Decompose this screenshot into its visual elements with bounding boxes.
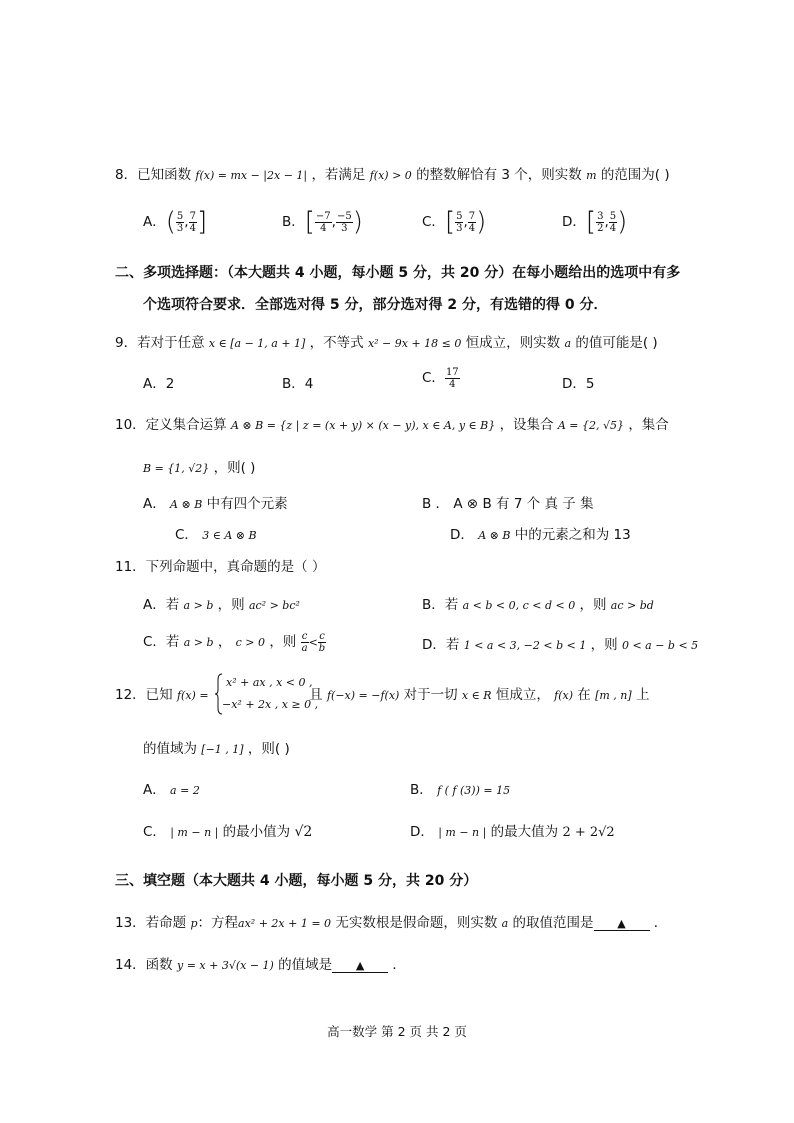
q10-set-b: B = {1, √2} <box>143 462 210 475</box>
fraction: $\frac{5}{3}$ <box>456 210 463 234</box>
section-3-title: 三、填空题（本大题共 4 小题，每小题 5 分，共 20 分） <box>115 873 478 889</box>
q13-text: ． <box>653 915 668 931</box>
bracket: ] <box>196 207 208 237</box>
q10-set-a: A = {2, √5} <box>557 419 625 432</box>
q8-text: 的整数解恰有 3 个，则实数 <box>416 167 582 183</box>
q12-value: 2 + 2√2 <box>562 825 615 840</box>
q10-text: ，集合 <box>628 417 669 433</box>
q9-range: x ∈ [a − 1, a + 1] <box>208 337 306 350</box>
q13-equation: ax² + 2x + 1 = 0 <box>238 917 332 930</box>
option-label: D．若 <box>422 637 460 653</box>
q11-math: a > b <box>183 636 214 649</box>
q9-text: 恒成立，则实数 <box>465 335 561 351</box>
q12-text: 的最大值为 <box>490 824 559 840</box>
q10-option-a <box>143 492 288 512</box>
q12-math: a = 2 <box>170 784 200 797</box>
q12-math: f ( f (3)) = 15 <box>437 784 511 797</box>
piecewise-brace <box>214 672 224 720</box>
question-11-stem: 11．下列命题中，真命题的是（ ） <box>115 559 326 575</box>
q9-option-b: B．4 <box>282 376 314 392</box>
fraction: $\frac{5}{4}$ <box>609 210 617 234</box>
q12-math: | m − n | <box>438 826 487 839</box>
q10-text: ，设集合 <box>499 417 554 433</box>
option-label: C． <box>175 527 198 543</box>
bracket: ( <box>165 207 176 237</box>
q8-text: ，若满足 <box>311 167 366 183</box>
q11-math: 0 < a − b < 5 <box>621 639 699 652</box>
q10-definition: A ⊗ B = {z | z = (x + y) × (x − y), x ∈ A, y ∈ B} <box>230 419 496 432</box>
bracket: [ <box>304 207 315 237</box>
section-2-title: 二、多项选择题：（本大题共 4 小题，每小题 5 分，共 20 分）在每小题给出的选项中有多 <box>115 265 681 281</box>
q10-text: 10．定义集合运算 <box>115 417 227 433</box>
section-2-instructions: 个选项符合要求．全部选对得 5 分，部分选对得 2 分，有选错的得 0 分． <box>143 297 608 313</box>
q10-text: ，则( ) <box>213 460 256 476</box>
q8-option-c: C．[ $\frac{5}{3}$ , $\frac{7}{4}$ ) <box>422 207 487 237</box>
option-label: D． <box>562 214 586 230</box>
q10-text: 中的元素之和为 13 <box>514 527 631 543</box>
q12-text: 对于一切 <box>403 687 458 703</box>
q9-option-c <box>422 366 460 390</box>
q12-text: 的值域为 <box>143 741 197 757</box>
fraction: $\frac{3}{2}$ <box>597 210 604 234</box>
option-label: D． <box>450 527 474 543</box>
q11-math: ac > bd <box>610 599 654 612</box>
q12-function: f(x) <box>554 689 573 702</box>
q9-option-d: D．5 <box>562 376 595 392</box>
q8-text: 的范围为( ) <box>600 167 670 183</box>
q13-text: 的取值范围是 <box>512 915 594 931</box>
q11-option-a <box>143 593 300 613</box>
q13-variable: a <box>501 917 509 930</box>
q12-option-d <box>410 820 615 840</box>
fraction: $\frac{-7}{4}$ <box>315 210 331 234</box>
q11-math: c > 0 <box>235 636 266 649</box>
q14-text: 的值域是 <box>278 957 333 973</box>
q12-function: f(x) = <box>176 689 209 702</box>
option-label: C． <box>422 370 445 386</box>
q12-text: 恒成立， <box>495 687 550 703</box>
q8-option-a: A．( $\frac{5}{3}$ , $\frac{7}{4}$ ] <box>143 207 208 237</box>
option-label: A．若 <box>143 597 180 613</box>
q9-variable: a <box>564 337 572 350</box>
q11-math: a < b < 0, c < d < 0 <box>462 599 576 612</box>
q12-option-a <box>143 778 200 798</box>
q9-option-a: A．2 <box>143 376 175 392</box>
option-label: C．若 <box>143 634 180 650</box>
q12-value: √2 <box>294 824 313 840</box>
q10-math: A ⊗ B <box>170 498 203 511</box>
option-label: A． <box>143 782 166 798</box>
option-label: B． <box>282 214 305 230</box>
question-12-stem <box>115 683 649 703</box>
answer-blank[interactable]: ▲ <box>332 959 388 973</box>
q14-text: ． <box>392 957 406 973</box>
q8-variable: m <box>586 169 597 182</box>
q12-option-b <box>410 778 510 798</box>
fraction: $\frac{7}{4}$ <box>189 210 196 234</box>
question-12-stem-line2 <box>143 737 290 757</box>
q11-text: ，则 <box>217 597 245 613</box>
option-label: C． <box>143 824 166 840</box>
q13-text: 13．若命题 <box>115 915 187 931</box>
question-10-stem <box>115 413 669 433</box>
q8-condition: f(x) > 0 <box>369 169 412 182</box>
q10-option-b: B ． A ⊗ B 有 7 个 真 子 集 <box>422 496 594 512</box>
bracket: ) <box>617 207 628 237</box>
question-14-stem <box>115 953 406 973</box>
q10-text: 中有四个元素 <box>206 496 288 512</box>
fraction: $\frac{7}{4}$ <box>468 210 476 234</box>
question-8-stem <box>115 163 670 183</box>
bracket: [ <box>585 207 597 237</box>
q11-text: ，则 <box>579 597 607 613</box>
answer-blank[interactable]: ▲ <box>594 917 650 931</box>
q13-text: 无实数根是假命题，则实数 <box>335 915 498 931</box>
q9-text: 的值可能是( ) <box>575 335 658 351</box>
option-label: B．若 <box>422 597 459 613</box>
option-label: C． <box>422 214 445 230</box>
q9-text: ，不等式 <box>309 335 364 351</box>
q11-option-c: C．若 a > b ， c > 0 ，则 $\frac{c}{a}$ < $\frac{c}{b}$ <box>143 630 326 654</box>
q12-text: 且 <box>309 687 323 703</box>
question-9-stem <box>115 331 658 351</box>
q11-option-d <box>422 633 698 653</box>
q8-option-b: B．[ $\frac{-7}{4}$ , $\frac{-5}{3}$ ) <box>282 207 363 237</box>
fraction: $\frac{-5}{3}$ <box>336 210 352 234</box>
q11-math: a > b <box>183 599 214 612</box>
fraction: $\frac{5}{3}$ <box>176 210 184 234</box>
option-label: D． <box>410 824 434 840</box>
q12-text: 在 <box>577 687 591 703</box>
piecewise-case-2: −x² + 2x , x ≥ 0 , <box>222 698 319 711</box>
bracket: ) <box>476 207 487 237</box>
piecewise-case-1: x² + ax , x < 0 , <box>226 676 313 689</box>
q11-option-b <box>422 593 654 613</box>
q10-option-c <box>175 523 257 543</box>
question-10-stem-line2 <box>143 456 255 476</box>
q8-function: f(x) = mx − |2x − 1| <box>195 169 308 182</box>
bracket: [ <box>444 207 456 237</box>
q12-odd-condition: f(−x) = −f(x) <box>326 689 400 702</box>
page-footer: 高一数学 第 2 页 共 2 页 <box>327 1024 467 1039</box>
q9-text: 9．若对于任意 <box>115 335 205 351</box>
option-label: B． <box>410 782 433 798</box>
q8-text: 8．已知函数 <box>115 167 192 183</box>
option-label: A． <box>143 496 166 512</box>
q14-text: 14．函数 <box>115 957 173 973</box>
q9-inequality: x² − 9x + 18 ≤ 0 <box>367 337 462 350</box>
q10-math: 3 ∈ A ⊗ B <box>202 529 257 542</box>
q14-function: y = x + 3√(x − 1) <box>176 959 274 972</box>
q12-range: [−1 , 1] <box>201 743 244 756</box>
c-over-b-fraction: $\frac{c}{b}$ <box>318 630 326 654</box>
q13-text: ：方程 <box>197 915 239 931</box>
q13-variable: p <box>190 917 198 930</box>
question-13-stem <box>115 911 667 931</box>
q12-text: ，则( ) <box>247 741 290 757</box>
q11-text: ， <box>217 634 232 650</box>
q12-domain: x ∈ R <box>461 689 492 702</box>
fraction: $\frac{17}{4}$ <box>445 366 459 390</box>
option-label: A． <box>143 214 166 230</box>
q11-math: ac² > bc² <box>248 599 300 612</box>
q11-math: 1 < a < 3, −2 < b < 1 <box>463 639 587 652</box>
q10-option-d <box>450 523 631 543</box>
q12-text: 的最小值为 <box>222 824 291 840</box>
q12-interval: [m , n] <box>595 689 632 702</box>
q11-text: ，则 <box>269 634 297 650</box>
q12-text: 上 <box>635 687 650 703</box>
bracket: ) <box>352 207 363 237</box>
q12-math: | m − n | <box>170 826 219 839</box>
c-over-a-fraction: $\frac{c}{a}$ <box>301 630 308 654</box>
q10-math: A ⊗ B <box>478 529 511 542</box>
q11-text: ，则 <box>590 637 618 653</box>
q8-option-d: D．[ $\frac{3}{2}$ , $\frac{5}{4}$ ) <box>562 207 628 237</box>
q12-text: 12．已知 <box>115 687 173 703</box>
q12-option-c <box>143 820 312 840</box>
